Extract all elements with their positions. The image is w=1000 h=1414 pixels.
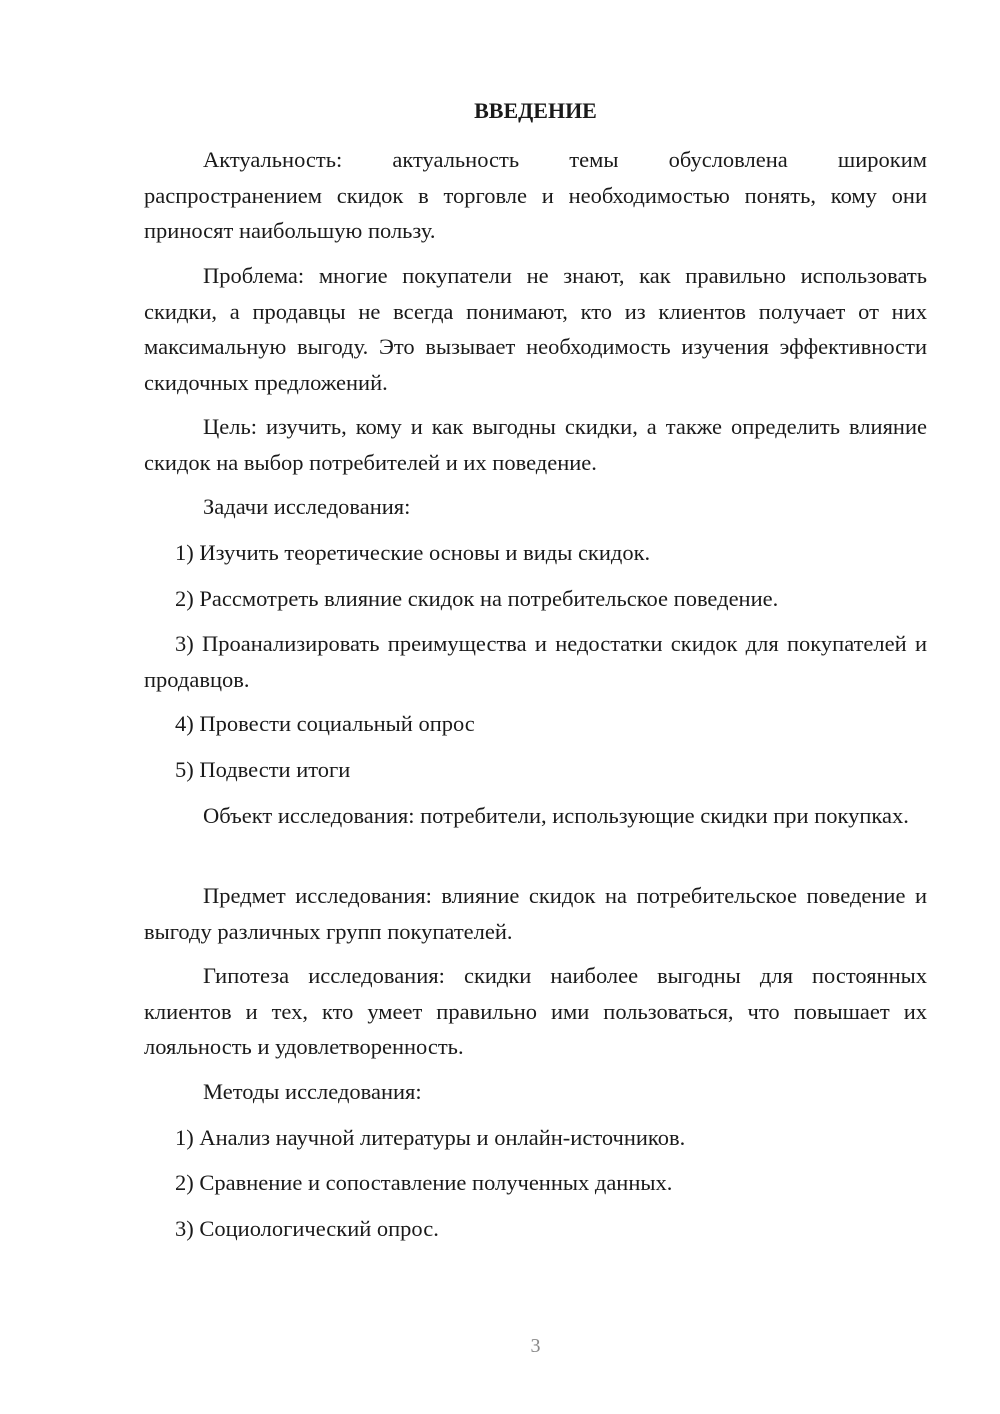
tasks-heading: Задачи исследования: — [203, 494, 411, 519]
task-item-5: 5) Подвести итоги — [175, 757, 351, 782]
task-item-4: 4) Провести социальный опрос — [175, 711, 475, 736]
subject-paragraph: Предмет исследования: влияние скидок на потребительское поведение и выгоду различных групп покупателей. — [144, 883, 927, 944]
task-item-2: 2) Рассмотреть влияние скидок на потребительское поведение. — [175, 586, 779, 611]
task-item-3: 3) Проанализировать преимущества и недостатки скидок для покупателей и продавцов. — [144, 631, 927, 692]
method-item-2: 2) Сравнение и сопоставление полученных данных. — [175, 1170, 673, 1195]
relevance-paragraph: Актуальность: актуальность темы обусловлена широким распространением скидок в торговле и необходимостью понять, кому они приносят наибольшую пользу. — [144, 147, 927, 243]
method-item-3: 3) Социологический опрос. — [175, 1216, 439, 1241]
object-paragraph: Объект исследования: потребители, использующие скидки при покупках. — [203, 803, 909, 828]
methods-heading: Методы исследования: — [203, 1079, 422, 1104]
task-item-1: 1) Изучить теоретические основы и виды скидок. — [175, 540, 651, 565]
page-number: 3 — [530, 1335, 541, 1357]
section-title: ВВЕДЕНИЕ — [474, 98, 597, 123]
method-item-1: 1) Анализ научной литературы и онлайн-источников. — [175, 1125, 686, 1150]
hypothesis-paragraph: Гипотеза исследования: скидки наиболее выгодны для постоянных клиентов и тех, кто умеет правильно ими пользоваться, что повышает их лояльность и удовлетворенность. — [144, 963, 927, 1059]
problem-paragraph: Проблема: многие покупатели не знают, как правильно использовать скидки, а продавцы не всегда понимают, кто из клиентов получает от них максимальную выгоду. Это вызывает необходимость изучения эффективности скидочных предложений. — [144, 263, 927, 395]
goal-paragraph: Цель: изучить, кому и как выгодны скидки, а также определить влияние скидок на выбор потребителей и их поведение. — [144, 414, 927, 475]
